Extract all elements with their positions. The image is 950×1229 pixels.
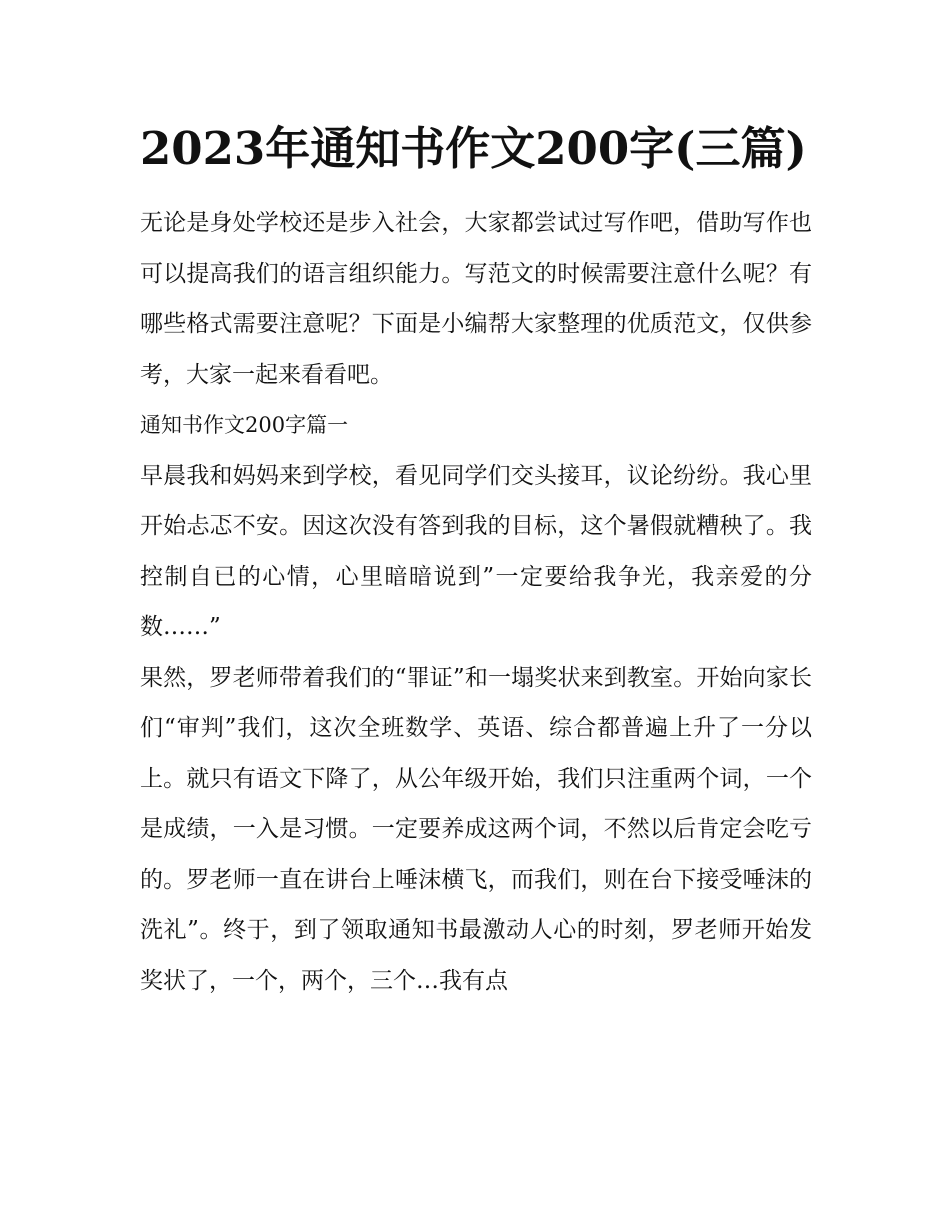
intro-paragraph: 无论是身处学校还是步入社会，大家都尝试过写作吧，借助写作也可以提高我们的语言组织能力。写范文的时候需要注意什么呢？有哪些格式需要注意呢？下面是小编帮大家整理的优质范文，仅供参考，大家一起来看看吧。 xyxy=(140,210,812,388)
body-paragraph-2: 果然，罗老师带着我们的“罪证”和一塌奖状来到教室。开始向家长们“审判”我们，这次全班数学、英语、综合都普遍上升了一分以上。就只有语文下降了，从公年级开始，我们只注重两个词，一个是成绩，一入是习惯。一定要养成这两个词，不然以后肯定会吃亏的。罗老师一直在讲台上唾沫横飞，而我们，则在台下接受唾沫的洗礼”。终于，到了领取通知书最激动人心的时刻，罗老师开始发奖状了，一个，两个，三个…我有点 xyxy=(140,664,812,994)
body-paragraph-1: 早晨我和妈妈来到学校，看见同学们交头接耳，议论纷纷。我心里开始忐忑不安。因这次没有答到我的目标，这个暑假就糟秧了。我控制自已的心情，心里暗暗说到”一定要给我争光，我亲爱的分数……” xyxy=(140,462,812,640)
document-page xyxy=(140,112,812,1006)
section-heading: 通知书作文200字篇一 xyxy=(140,413,349,437)
document-title: 2023年通知书作文200字(三篇) xyxy=(140,122,807,175)
